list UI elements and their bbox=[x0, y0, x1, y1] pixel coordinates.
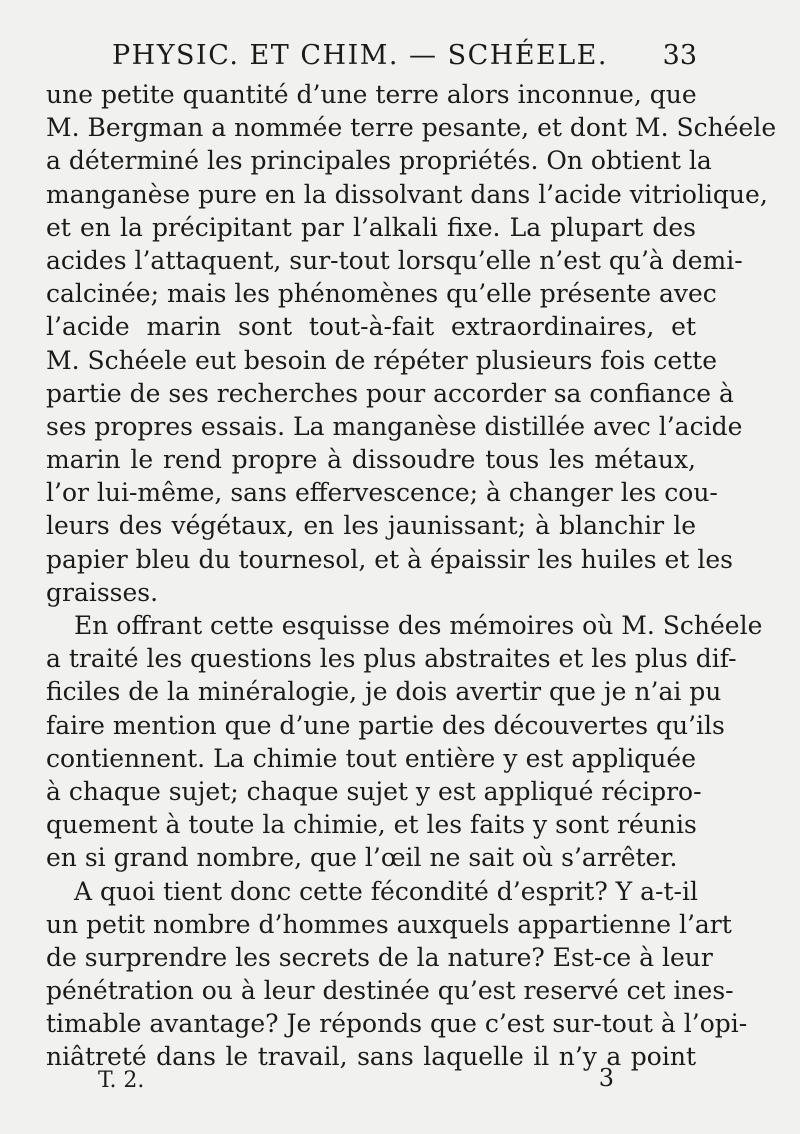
text-line: l’acide marin sont tout-à-fait extraordinaires, et bbox=[46, 312, 696, 342]
paragraph-start-line: En offrant cette esquisse des mémoires où M. Schéele bbox=[74, 611, 763, 640]
text-line: de surprendre les secrets de la nature? Est-ce à leur bbox=[46, 942, 713, 972]
volume-signature: T. 2. bbox=[98, 1068, 145, 1093]
paragraph-start-line: A quoi tient donc cette fécondité d’esprit? Y a-t-il bbox=[74, 876, 698, 906]
text-line: calcinée; mais les phénomènes qu’elle présente avec bbox=[46, 279, 717, 309]
text-line: contiennent. La chimie tout entière y est appliquée bbox=[46, 743, 696, 773]
text-line: M. Bergman a nommée terre pesante, et dont M. Schéele bbox=[46, 113, 777, 143]
body-text bbox=[46, 78, 777, 1074]
text-line: manganèse pure en la dissolvant dans l’acide vitriolique, bbox=[46, 179, 768, 209]
signature-mark: 3 bbox=[598, 1064, 614, 1092]
text-line: M. Schéele eut besoin de répéter plusieurs fois cette bbox=[46, 345, 717, 375]
text-line: a traité les questions les plus abstraites et les plus dif- bbox=[46, 644, 737, 674]
text-line: ses propres essais. La manganèse distillée avec l’acide bbox=[46, 411, 743, 441]
text-line: faire mention que d’une partie des découvertes qu’ils bbox=[46, 710, 725, 740]
page-footer bbox=[98, 1064, 614, 1098]
text-line: à chaque sujet; chaque sujet y est appliqué récipro- bbox=[46, 776, 702, 806]
text-line: acides l’attaquent, sur-tout lorsqu’elle n’est qu’à demi- bbox=[46, 245, 743, 275]
text-line: a déterminé les principales propriétés. On obtient la bbox=[46, 146, 712, 176]
text-line: l’or lui-même, sans effervescence; à changer les cou- bbox=[46, 478, 718, 508]
text-line: quement à toute la chimie, et les faits y sont réunis bbox=[46, 810, 697, 840]
text-line: un petit nombre d’hommes auxquels appartienne l’art bbox=[46, 909, 732, 939]
text-line: une petite quantité d’une terre alors inconnue, que bbox=[46, 80, 697, 109]
text-line: partie de ses recherches pour accorder sa confiance à bbox=[46, 378, 734, 408]
text-line: pénétration ou à leur destinée qu’est reservé cet ines- bbox=[46, 976, 734, 1006]
page-header bbox=[112, 40, 697, 76]
text-line: ficiles de la minéralogie, je dois avertir que je n’ai pu bbox=[46, 677, 722, 707]
running-title: PHYSIC. ET CHIM. — SCHÉELE. bbox=[112, 40, 608, 71]
text-line: timable avantage? Je réponds que c’est sur-tout à l’opi- bbox=[46, 1009, 748, 1039]
text-line: en si grand nombre, que l’œil ne sait où s’arrêter. bbox=[46, 843, 678, 873]
text-line: et en la précipitant par l’alkali fixe. La plupart des bbox=[46, 212, 696, 242]
text-line: leurs des végétaux, en les jaunissant; à blanchir le bbox=[46, 511, 696, 541]
text-line: niâtreté dans le travail, sans laquelle il n’y a point bbox=[46, 1042, 696, 1072]
text-line: papier bleu du tournesol, et à épaissir les huiles et les bbox=[46, 544, 733, 574]
text-line: marin le rend propre à dissoudre tous les métaux, bbox=[46, 445, 696, 475]
page-number: 33 bbox=[662, 40, 697, 71]
text-line: graisses. bbox=[46, 577, 159, 607]
